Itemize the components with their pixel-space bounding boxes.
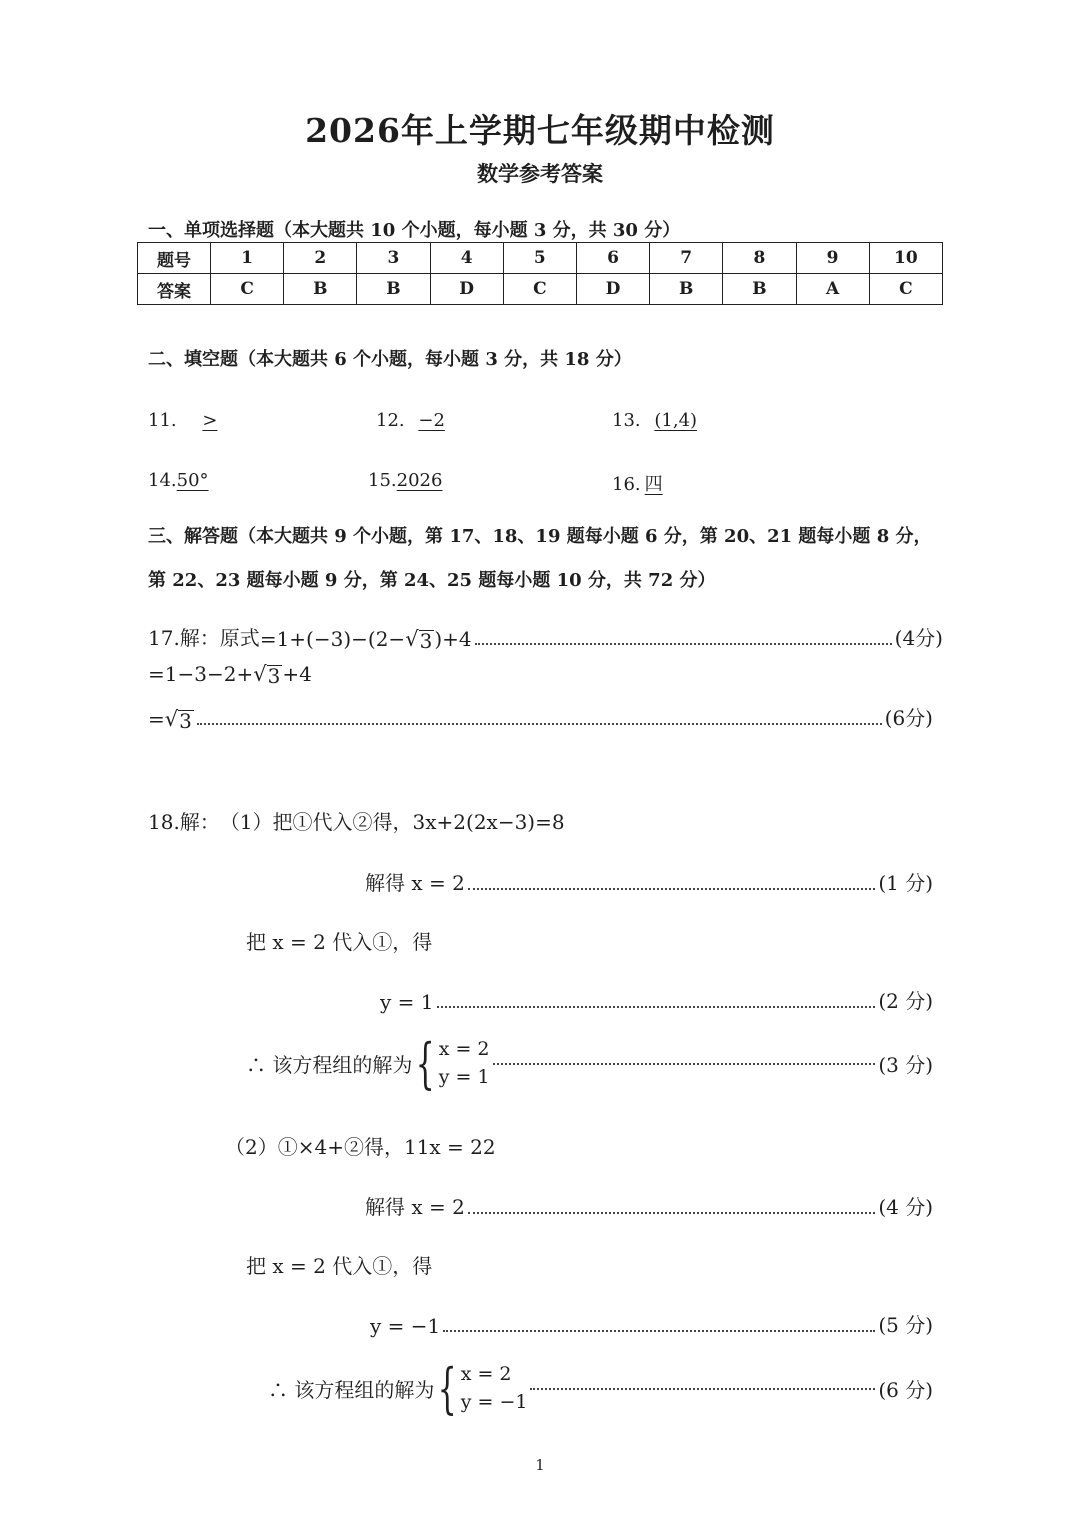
answer-table-answer-row [138,274,943,305]
answer-table-number: 5 [503,243,576,274]
q18-p2-y-score: (5 分) [878,1313,933,1337]
q18-p2-sys-x: x = 2 [460,1363,512,1385]
fill-item-number: 15. [368,470,397,491]
dotted-leader [468,888,875,890]
fill-item-number: 13. [612,410,641,431]
q18-p2-solve-score: (4 分) [878,1195,933,1219]
q18-p1-y-score: (2 分) [878,989,933,1013]
q18-p2-intro: （2）①×4+②得，11x = 22 [225,1135,496,1159]
q18-p2-solve: 解得 x = 2 [365,1195,465,1219]
answer-table-number: 8 [723,243,796,274]
fill-item-number: 12. [376,410,405,431]
q18-p1-system [439,1036,490,1091]
q18-p2-y: y = −1 [370,1314,441,1338]
sqrt-icon: √ [253,662,267,686]
q18-label: 18.解： [148,810,220,834]
fill-item-answer: −2 [418,410,445,431]
q18-p1-sub-line [246,926,432,955]
q18-p2-sub-line [246,1250,432,1279]
answer-table-answer: C [869,274,942,305]
dotted-leader [468,1212,875,1214]
dotted-leader [197,723,882,725]
fill-item-13 [612,410,697,431]
q18-p1-sub: 把 x = 2 代入①，得 [246,930,433,954]
answer-table-number: 2 [284,243,357,274]
answer-table-number: 9 [796,243,869,274]
q17-line3 [148,702,933,731]
q18-p2-system [461,1361,528,1416]
fill-item-number: 16. [612,474,641,495]
q17-score2: (6分) [884,706,933,730]
section2-heading: 二、填空题（本大题共 6 个小题，每小题 3 分，共 18 分） [148,349,632,370]
dotted-leader [493,1063,876,1065]
q18-p2-solve-line [365,1191,933,1220]
section3-heading-line1: 三、解答题（本大题共 9 个小题，第 17、18、19 题每小题 6 分，第 20、21 题每小题 8 分， [148,526,932,547]
q18-p1-sys-x: x = 2 [438,1038,490,1060]
sqrt-icon: √ [164,707,179,731]
q18-p2-sub: 把 x = 2 代入①，得 [246,1254,433,1278]
q18-p1-system-line [246,1031,933,1095]
answer-table-answer: C [211,274,284,305]
q18-p1-y: y = 1 [380,990,434,1014]
page-title: 2026年上学期七年级期中检测 [305,111,775,150]
q18-p2-sys-score: (6 分) [878,1378,933,1403]
answer-table-answer: B [650,274,723,305]
q18-p1-solve-line [365,867,933,896]
q17-expr2-radicand: 3 [267,664,281,688]
q17-expr3-radicand: 3 [179,709,192,733]
fill-item-answer: 2026 [396,470,443,491]
q18-p2-system-line [268,1356,933,1420]
answer-table-number: 10 [869,243,942,274]
fill-item-15 [368,470,442,491]
q17-line1 [148,622,943,651]
q18-p1-solve: 解得 x = 2 [365,871,465,895]
q17-expr2-pre: =1−3−2+ [148,662,254,686]
q18-p1-intro: （1）把①代入②得，3x+2(2x−3)=8 [219,810,565,834]
fill-item-answer: (1,4) [654,410,698,431]
answer-table-number: 3 [357,243,430,274]
q17-expr1-pre: =1+(−3)−(2− [259,627,406,651]
answer-table-answer: B [723,274,796,305]
answer-table-number: 4 [430,243,503,274]
section1-heading: 一、单项选择题（本大题共 10 个小题，每小题 3 分，共 30 分） [148,220,681,241]
q17-score1: (4分) [894,626,943,650]
q17-expr1-radicand: 3 [419,629,433,653]
fill-item-answer: 四 [644,474,663,495]
answer-table-answer: D [576,274,649,305]
fill-item-16 [612,470,669,496]
answer-table-number: 6 [576,243,649,274]
answer-table-row-label: 答案 [138,274,211,305]
section3-heading-line2: 第 22、23 题每小题 9 分，第 24、25 题每小题 10 分，共 72 分） [148,570,716,591]
fill-item-12 [376,410,445,431]
answer-table-number-row [138,243,943,274]
fill-item-14 [148,470,209,491]
page-number: 1 [535,1456,545,1474]
answer-table-answer: B [284,274,357,305]
page-subtitle: 数学参考答案 [477,161,603,186]
brace-icon: { [416,1031,435,1095]
q18-p2-sys-y: y = −1 [460,1390,528,1413]
fill-item-number: 14. [148,470,177,491]
q18-p2-intro-line [225,1131,496,1160]
q18-p1-sys-score: (3 分) [878,1053,933,1078]
fill-item-11 [148,410,227,431]
dotted-leader [475,643,892,645]
q17-expr2-post: +4 [282,662,312,686]
q18-p1-y-line [380,985,933,1014]
fill-item-number: 11. [148,410,177,431]
answer-table-answer: D [430,274,503,305]
dotted-leader [530,1388,875,1390]
q18-p1-sys-y: y = 1 [438,1065,490,1088]
answer-table-answer: A [796,274,869,305]
sqrt-icon: √ [405,627,419,651]
fill-item-answer: 50° [176,470,209,491]
q18-p1-sys-prefix: ∴ 该方程组的解为 [246,1053,413,1078]
answer-table-answer: B [357,274,430,305]
q18-p2-y-line [370,1309,933,1338]
fill-item-answer: > [202,410,218,431]
q17-expr3-pre: = [148,707,165,731]
q18-line1 [148,806,565,835]
dotted-leader [443,1330,875,1332]
answer-table-row-label: 题号 [138,243,211,274]
answer-table [137,242,943,305]
answer-table-number: 1 [211,243,284,274]
brace-icon: { [438,1356,457,1420]
answer-table-number: 7 [650,243,723,274]
q18-p2-sys-prefix: ∴ 该方程组的解为 [268,1378,435,1403]
q17-expr1-post: )+4 [434,627,472,651]
answer-table-answer: C [503,274,576,305]
q17-label: 17.解：原式 [148,626,260,650]
q17-line2 [148,662,312,686]
q18-p1-solve-score: (1 分) [878,871,933,895]
dotted-leader [437,1006,876,1008]
